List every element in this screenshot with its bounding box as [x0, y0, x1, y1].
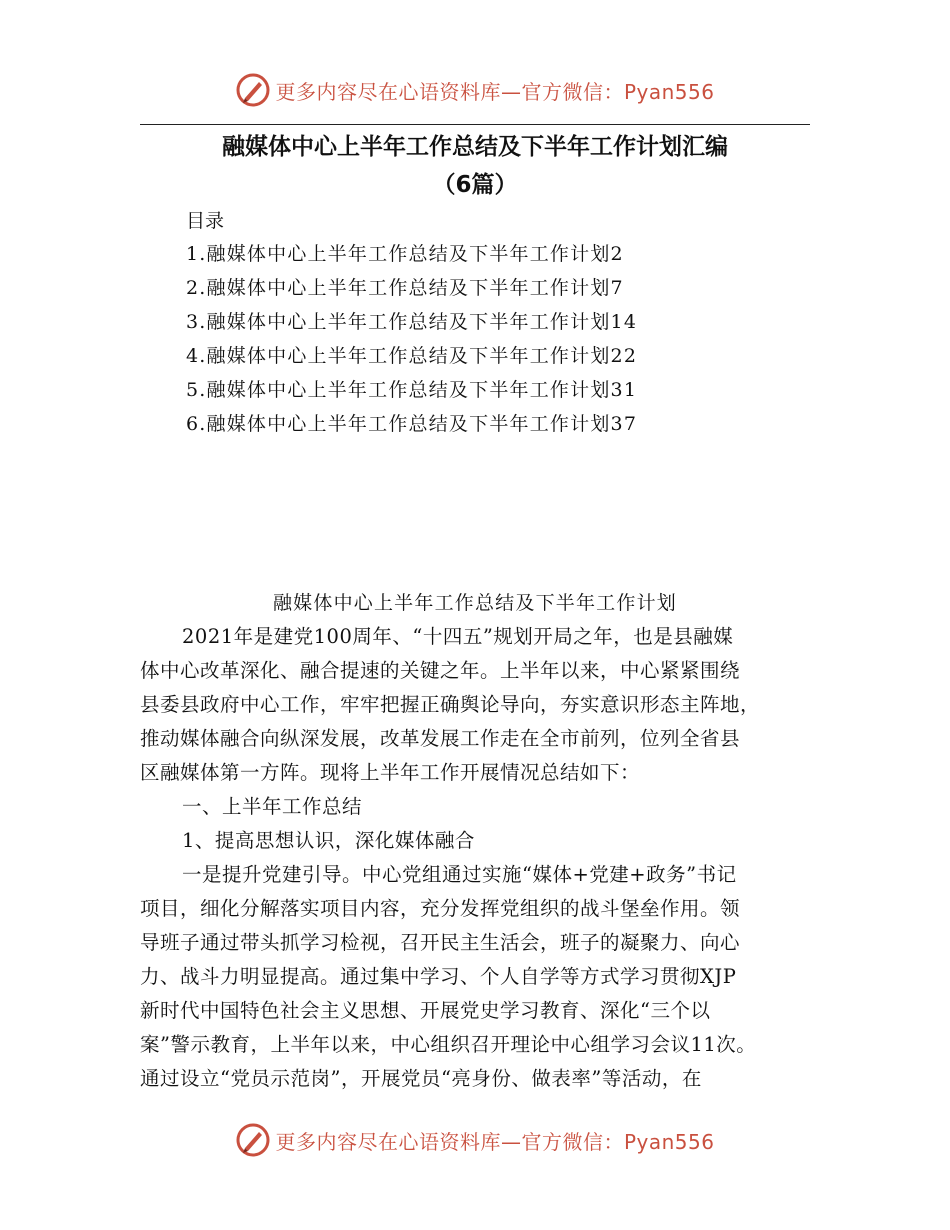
- pen-logo-icon: [235, 72, 271, 108]
- header-rule: [140, 124, 810, 125]
- table-of-contents: [186, 240, 637, 444]
- header-banner: [0, 70, 950, 110]
- body-heading-2: 1、提高思想认识，深化媒体融合: [182, 829, 475, 852]
- body-line: 通过设立“党员示范岗”，开展党员“亮身份、做表率”等活动，在: [140, 1067, 702, 1090]
- body-line: 区融媒体第一方阵。现将上半年工作开展情况总结如下：: [140, 761, 641, 784]
- pen-logo-icon: [235, 1122, 271, 1158]
- footer-banner-text: 更多内容尽在心语资料库—官方微信：Pyan556: [275, 1129, 715, 1154]
- toc-item[interactable]: 6.融媒体中心上半年工作总结及下半年工作计划37: [186, 413, 638, 435]
- body-line: 体中心改革深化、融合提速的关键之年。上半年以来，中心紧紧围绕: [140, 659, 741, 682]
- body-line: 力、战斗力明显提高。通过集中学习、个人自学等方式学习贯彻XJP: [140, 965, 737, 988]
- page-title: 融媒体中心上半年工作总结及下半年工作计划汇编: [222, 134, 728, 160]
- body-line: 县委县政府中心工作，牢牢把握正确舆论导向，夯实意识形态主阵地，: [140, 693, 761, 716]
- body-line: 项目，细化分解落实项目内容，充分发挥党组织的战斗堡垒作用。领: [140, 897, 741, 920]
- body-line: 导班子通过带头抓学习检视，召开民主生活会，班子的凝聚力、向心: [140, 931, 741, 954]
- toc-item[interactable]: 3.融媒体中心上半年工作总结及下半年工作计划14: [186, 311, 638, 333]
- toc-item[interactable]: 4.融媒体中心上半年工作总结及下半年工作计划22: [186, 345, 638, 367]
- document-body: [140, 620, 820, 1096]
- body-line: 一是提升党建引导。中心党组通过实施“媒体+党建+政务”书记: [182, 863, 737, 886]
- body-line: 2021年是建党100周年、“十四五”规划开局之年，也是县融媒: [182, 625, 734, 648]
- body-line: 推动媒体融合向纵深发展，改革发展工作走在全市前列，位列全省县: [140, 727, 741, 750]
- toc-item[interactable]: 5.融媒体中心上半年工作总结及下半年工作计划31: [186, 379, 638, 401]
- header-banner-text: 更多内容尽在心语资料库—官方微信：Pyan556: [275, 79, 715, 104]
- section-title: 融媒体中心上半年工作总结及下半年工作计划: [272, 592, 677, 614]
- toc-item[interactable]: 2.融媒体中心上半年工作总结及下半年工作计划7: [186, 277, 624, 299]
- body-line: 案”警示教育，上半年以来，中心组织召开理论中心组学习会议11次。: [140, 1033, 757, 1056]
- body-heading-1: 一、上半年工作总结: [182, 795, 363, 818]
- page-subtitle: （6篇）: [432, 172, 518, 198]
- body-line: 新时代中国特色社会主义思想、开展党史学习教育、深化“三个以: [140, 999, 711, 1022]
- footer-banner: [0, 1120, 950, 1160]
- toc-heading: 目录: [186, 210, 225, 232]
- toc-item[interactable]: 1.融媒体中心上半年工作总结及下半年工作计划2: [186, 243, 624, 265]
